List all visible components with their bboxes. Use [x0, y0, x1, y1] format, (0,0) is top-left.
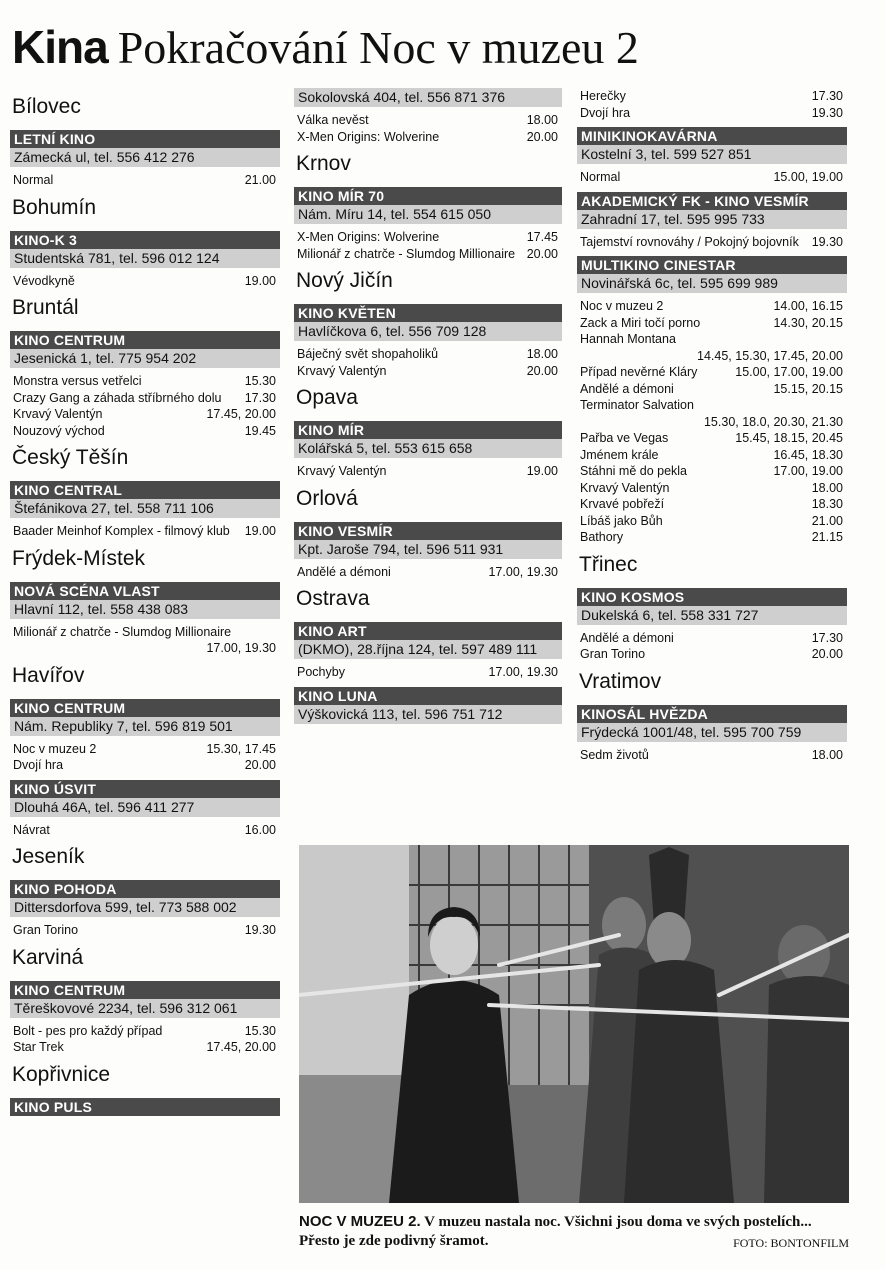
film-title: Válka nevěst: [297, 113, 369, 127]
screening-row: [577, 463, 847, 480]
film-title: Krvavé pobřeží: [580, 497, 665, 511]
screening-row: [10, 922, 280, 939]
cinema-block: [294, 421, 562, 480]
showtimes: 14.45, 15.30, 17.45, 20.00: [697, 348, 843, 363]
film-title: Noc v muzeu 2: [580, 299, 664, 313]
showtimes: 21.15: [811, 530, 843, 544]
cinema-address: Dlouhá 46A, tel. 596 411 277: [10, 798, 280, 817]
screening-row: [10, 1039, 280, 1056]
screening-row: [10, 1023, 280, 1040]
cinema-block: [10, 231, 280, 290]
screening-row: [577, 630, 847, 647]
showtimes: 15.45, 18.15, 20.45: [735, 431, 843, 445]
screening-row: [294, 463, 562, 480]
showtimes: 19.45: [244, 423, 276, 438]
film-title: Návrat: [13, 822, 50, 837]
caption-text: V muzeu nastala noc. Všichni jsou doma ve svých postelích... Přesto je zde podivný šramot.: [299, 1214, 812, 1249]
screening-row: [577, 747, 847, 764]
screening-row: [294, 564, 562, 581]
cinema-address: Kolářská 5, tel. 553 615 658: [294, 439, 562, 458]
cinema-block: [294, 88, 562, 145]
city-heading: Opava: [296, 386, 358, 409]
showtimes: 17.30: [811, 89, 843, 103]
city-heading: Karviná: [12, 945, 84, 969]
showtimes: 15.30: [244, 1023, 276, 1038]
film-title: Sedm životů: [580, 747, 649, 762]
showtimes: 17.00, 19.00: [773, 464, 843, 478]
screening-row: [10, 423, 280, 440]
showtimes: 15.15, 20.15: [773, 381, 843, 396]
city-heading: Krnov: [296, 152, 351, 175]
film-title: Pochyby: [297, 665, 345, 679]
film-title: Tajemství rovnováhy / Pokojný bojovník: [580, 234, 799, 249]
film-title: Terminator Salvation: [580, 398, 694, 412]
cinema-address: Dukelská 6, tel. 558 331 727: [577, 606, 847, 625]
showtimes: 19.30: [811, 234, 843, 249]
cinema-block: [294, 687, 562, 724]
screening-row: [577, 397, 847, 430]
screening-row: [577, 513, 847, 530]
screening-row: [294, 246, 562, 263]
screening-row: [577, 234, 847, 251]
page-title: Pokračování Noc v muzeu 2: [117, 22, 639, 73]
film-title: Krvavý Valentýn: [297, 464, 387, 478]
caption-title: NOC V MUZEU 2.: [299, 1213, 421, 1230]
film-title: Líbáš jako Bůh: [580, 513, 663, 528]
screening-row: [294, 129, 562, 146]
screening-row: [577, 315, 847, 332]
cinema-address: Výškovická 113, tel. 596 751 712: [294, 705, 562, 724]
film-title: Dvojí hra: [580, 105, 631, 120]
screening-row: [294, 229, 562, 246]
showtimes: 17.30: [244, 390, 276, 405]
cinema-block: [10, 780, 280, 839]
screening-row: [577, 646, 847, 663]
cinema-block: [10, 699, 280, 774]
showtimes: 20.00: [526, 363, 558, 378]
cinema-name: KINO-K 3: [10, 231, 280, 249]
cinema-name: KINO KVĚTEN: [294, 304, 562, 322]
city-heading: Ostrava: [296, 587, 370, 610]
screening-row: [577, 331, 847, 364]
cinema-name: MINIKINOKAVÁRNA: [577, 127, 847, 145]
cinema-address: Hlavní 112, tel. 558 438 083: [10, 600, 280, 619]
section-title: Kina: [12, 21, 108, 73]
cinema-name: KINO KOSMOS: [577, 588, 847, 606]
showtimes: 15.30: [244, 374, 276, 388]
screening-row: [577, 529, 847, 546]
showtimes: 17.00, 19.30: [206, 641, 276, 655]
city-heading: Bílovec: [12, 95, 81, 118]
cinema-address: Kostelní 3, tel. 599 527 851: [577, 145, 847, 164]
film-title: X-Men Origins: Wolverine: [297, 230, 440, 244]
film-title: Milionář z chatrče - Slumdog Millionaire: [297, 246, 516, 261]
film-title: Crazy Gang a záhada stříbrného dolu: [13, 390, 222, 405]
cinema-block: [10, 880, 280, 939]
showtimes: 19.30: [811, 105, 843, 120]
cinema-address: Studentská 781, tel. 596 012 124: [10, 249, 280, 268]
film-title: Baader Meinhof Komplex - filmový klub: [13, 524, 230, 538]
screening-row: [10, 822, 280, 839]
cinema-address: Frýdecká 1001/48, tel. 595 700 759: [577, 723, 847, 742]
cinema-block: [577, 705, 847, 764]
cinema-block: [294, 622, 562, 681]
showtimes: 17.45, 20.00: [206, 1040, 276, 1054]
showtimes: 16.00: [244, 822, 276, 837]
screening-row: [294, 363, 562, 380]
showtimes: 17.45: [526, 230, 558, 244]
film-title: Andělé a démoni: [580, 630, 674, 645]
film-title: Gran Torino: [580, 647, 646, 661]
cinema-block: [10, 130, 280, 189]
film-title: Případ nevěrné Kláry: [580, 365, 698, 379]
cinema-name: KINO MÍR: [294, 421, 562, 439]
city-heading: Orlová: [296, 486, 358, 510]
city-heading: Bohumín: [12, 195, 97, 219]
showtimes: 15.30, 17.45: [206, 741, 276, 756]
film-title: Krvavý Valentýn: [13, 407, 103, 421]
showtimes: 18.30: [811, 497, 843, 511]
photo-credit: FOTO: BONTONFILM: [733, 1236, 849, 1250]
cinema-address: Jesenická 1, tel. 775 954 202: [10, 349, 280, 368]
city-heading: Havířov: [12, 663, 85, 687]
cinema-name: KINO LUNA: [294, 687, 562, 705]
city-heading: Kopřivnice: [12, 1062, 111, 1086]
showtimes: 20.00: [526, 246, 558, 261]
showtimes: 21.00: [811, 513, 843, 528]
cinema-block: [294, 304, 562, 379]
city-heading: Třinec: [579, 552, 638, 576]
showtimes: 14.00, 16.15: [773, 299, 843, 313]
screening-row: [10, 757, 280, 774]
film-title: Bolt - pes pro každý případ: [13, 1023, 163, 1038]
showtimes: 21.00: [244, 173, 276, 187]
cinema-address: Havlíčkova 6, tel. 556 709 128: [294, 322, 562, 341]
film-title: Gran Torino: [13, 923, 79, 937]
cinema-address: Zámecká ul, tel. 556 412 276: [10, 148, 280, 167]
showtimes: 15.00, 19.00: [773, 170, 843, 184]
screening-row: [10, 406, 280, 423]
cinema-name: KINO VESMÍR: [294, 522, 562, 540]
cinema-address: Dittersdorfova 599, tel. 773 588 002: [10, 898, 280, 917]
showtimes: 19.00: [244, 524, 276, 538]
showtimes: 16.45, 18.30: [773, 447, 843, 462]
screening-row: [10, 273, 280, 290]
screening-row: [577, 298, 847, 315]
cinema-name: NOVÁ SCÉNA VLAST: [10, 582, 280, 600]
film-title: Noc v muzeu 2: [13, 741, 97, 756]
cinema-name: KINOSÁL HVĚZDA: [577, 705, 847, 723]
film-title: Pařba ve Vegas: [580, 431, 669, 445]
cinema-address: Štefánikova 27, tel. 558 711 106: [10, 499, 280, 518]
screening-row: [577, 381, 847, 398]
film-title: Herečky: [580, 89, 626, 103]
showtimes: 15.30, 18.0, 20.30, 21.30: [703, 414, 843, 429]
screening-row: [10, 172, 280, 189]
cinema-name: LETNÍ KINO: [10, 130, 280, 148]
cinema-name: KINO CENTRUM: [10, 981, 280, 999]
cinema-address: Těreškovové 2234, tel. 596 312 061: [10, 999, 280, 1018]
screening-row: [577, 480, 847, 497]
film-title: X-Men Origins: Wolverine: [297, 129, 440, 144]
cinema-block: [577, 127, 847, 186]
screening-row: [577, 430, 847, 447]
showtimes: 19.30: [244, 923, 276, 937]
cinema-name: KINO ÚSVIT: [10, 780, 280, 798]
screening-row: [577, 496, 847, 513]
city-heading: Nový Jičín: [296, 269, 393, 292]
film-title: Bathory: [580, 530, 624, 544]
screening-row: [294, 112, 562, 129]
showtimes: 18.00: [526, 113, 558, 127]
cinema-name: KINO ART: [294, 622, 562, 640]
cinema-address: Sokolovská 404, tel. 556 871 376: [294, 88, 562, 107]
cinema-block: [10, 1098, 280, 1116]
showtimes: 18.00: [811, 480, 843, 495]
film-title: Vévodkyně: [13, 273, 75, 288]
film-title: Monstra versus vetřelci: [13, 374, 142, 388]
listing-column-2: [294, 88, 562, 730]
cinema-block: [577, 192, 847, 251]
cinema-address: Kpt. Jaroše 794, tel. 596 511 931: [294, 540, 562, 559]
cinema-name: KINO CENTRAL: [10, 481, 280, 499]
cinema-block: [577, 256, 847, 546]
showtimes: 14.30, 20.15: [773, 315, 843, 330]
screening-row: [10, 523, 280, 540]
showtimes: 17.00, 19.30: [488, 564, 558, 579]
cinema-address: Nám. Míru 14, tel. 554 615 050: [294, 205, 562, 224]
cinema-name: KINO CENTRUM: [10, 331, 280, 349]
film-title: Nouzový východ: [13, 423, 105, 438]
film-still-photo: [299, 845, 849, 1203]
screening-row: [294, 664, 562, 681]
showtimes: 17.30: [811, 630, 843, 645]
cinema-address: (DKMO), 28.října 124, tel. 597 489 111: [294, 640, 562, 659]
cinema-name: KINO PULS: [10, 1098, 280, 1116]
listing-column-1: [10, 88, 280, 1122]
cinema-address: Zahradní 17, tel. 595 995 733: [577, 210, 847, 229]
screening-row: [10, 741, 280, 758]
city-heading: Vratimov: [579, 669, 662, 693]
cinema-block: [10, 981, 280, 1056]
screening-row: [577, 169, 847, 186]
screening-row: [10, 373, 280, 390]
showtimes: 17.00, 19.30: [488, 665, 558, 679]
screening-row: [577, 105, 847, 122]
showtimes: 20.00: [244, 758, 276, 772]
city-heading: Jeseník: [12, 845, 85, 868]
film-title: Dvojí hra: [13, 758, 64, 772]
showtimes: 20.00: [526, 129, 558, 144]
city-heading: Český Těšín: [12, 446, 129, 469]
film-title: Normal: [13, 173, 54, 187]
cinema-block: [577, 588, 847, 663]
film-title: Hannah Montana: [580, 332, 676, 346]
showtimes: 18.00: [526, 347, 558, 361]
cinema-block: [294, 522, 562, 581]
cinema-name: MULTIKINO CINESTAR: [577, 256, 847, 274]
showtimes: 19.00: [526, 464, 558, 478]
page-header: [12, 20, 639, 74]
screening-row: [577, 88, 847, 105]
screening-row: [577, 364, 847, 381]
showtimes: 18.00: [811, 747, 843, 762]
cinema-block: [577, 88, 847, 121]
film-title: Star Trek: [13, 1040, 64, 1054]
screening-row: [10, 624, 280, 657]
screening-row: [577, 447, 847, 464]
film-title: Milionář z chatrče - Slumdog Millionaire: [13, 624, 232, 639]
cinema-name: KINO POHODA: [10, 880, 280, 898]
film-title: Zack a Miri točí porno: [580, 315, 701, 330]
cinema-name: AKADEMICKÝ FK - KINO VESMÍR: [577, 192, 847, 210]
film-title: Krvavý Valentýn: [580, 480, 670, 495]
showtimes: 15.00, 17.00, 19.00: [735, 365, 843, 379]
showtimes: 17.45, 20.00: [206, 407, 276, 421]
cinema-address: Novinářská 6c, tel. 595 699 989: [577, 274, 847, 293]
cinema-block: [10, 331, 280, 439]
city-heading: Bruntál: [12, 296, 79, 319]
city-heading: Frýdek-Místek: [12, 546, 146, 570]
cinema-block: [10, 481, 280, 540]
film-title: Stáhni mě do pekla: [580, 464, 688, 478]
film-title: Normal: [580, 170, 621, 184]
film-title: Andělé a démoni: [580, 381, 674, 396]
film-title: Báječný svět shopaholiků: [297, 347, 439, 361]
film-title: Krvavý Valentýn: [297, 363, 387, 378]
screening-row: [294, 346, 562, 363]
film-title: Andělé a démoni: [297, 564, 391, 579]
showtimes: 20.00: [811, 647, 843, 661]
photo-caption: [299, 1212, 849, 1253]
cinema-block: [10, 582, 280, 657]
film-title: Jménem krále: [580, 447, 659, 462]
listing-column-3: [577, 88, 847, 769]
cinema-block: [294, 187, 562, 262]
cinema-name: KINO CENTRUM: [10, 699, 280, 717]
cinema-address: Nám. Republiky 7, tel. 596 819 501: [10, 717, 280, 736]
screening-row: [10, 390, 280, 407]
cinema-name: KINO MÍR 70: [294, 187, 562, 205]
showtimes: 19.00: [244, 273, 276, 288]
